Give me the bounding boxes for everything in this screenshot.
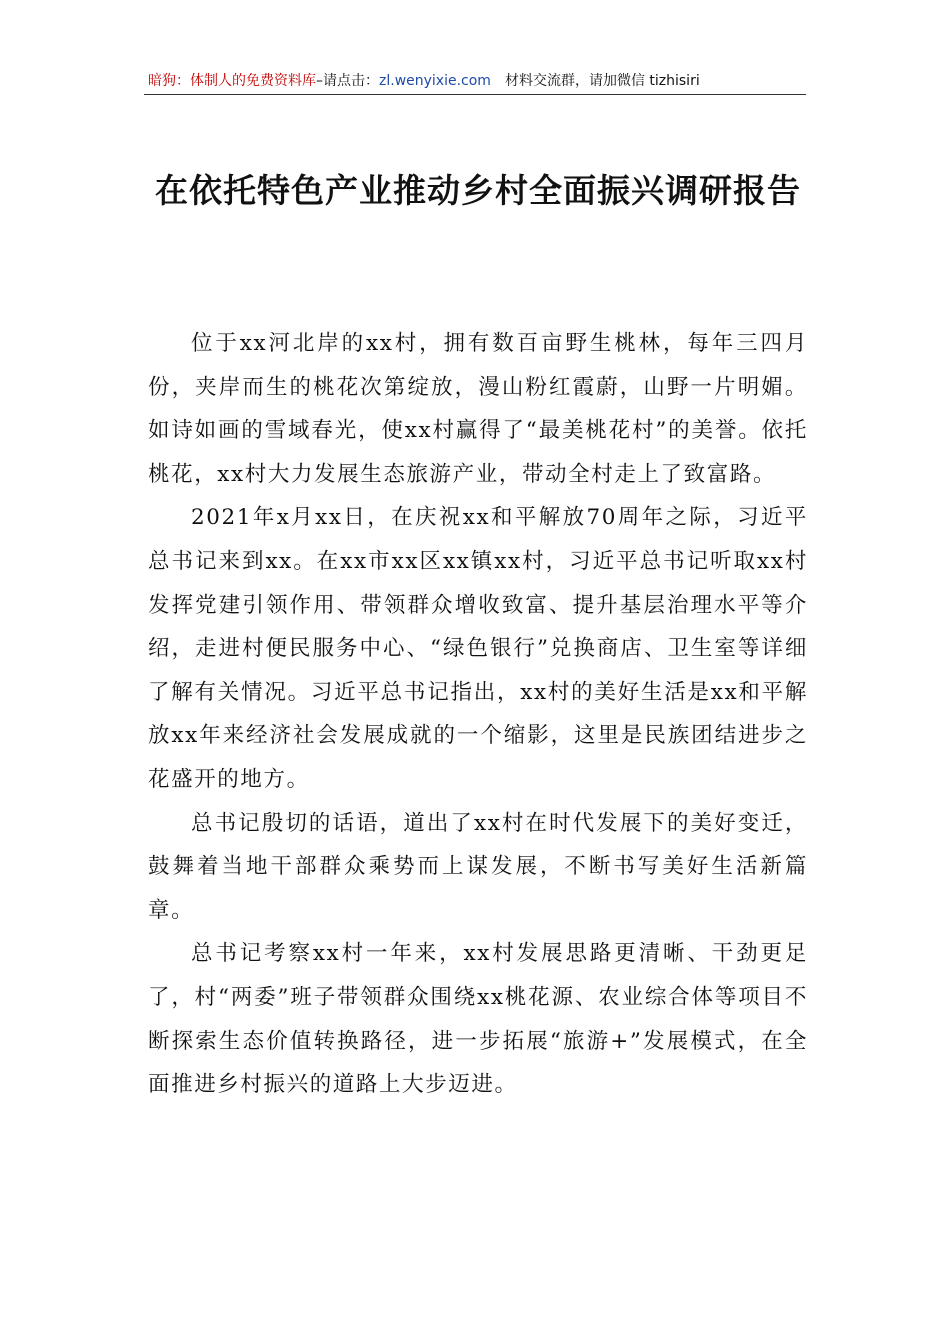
paragraph-3: 总书记殷切的话语，道出了xx村在时代发展下的美好变迁，鼓舞着当地干部群众乘势而上谋发展，不断书写美好生活新篇章。	[148, 810, 808, 923]
header-link[interactable]: zl.wenyixie.com	[379, 73, 491, 89]
paragraph-1: 位于xx河北岸的xx村，拥有数百亩野生桃林，每年三四月份，夹岸而生的桃花次第绽放，漫山粉红霞蔚，山野一片明媚。如诗如画的雪域春光，使xx村赢得了“最美桃花村”的美誉。依托桃花，xx村大力发展生态旅游产业，带动全村走上了致富路。	[148, 331, 808, 487]
header-prompt: –请点击：	[316, 73, 379, 89]
paragraph-2: 2021年x月xx日，在庆祝xx和平解放70周年之际，习近平总书记来到xx。在xx市xx区xx镇xx村，习近平总书记听取xx村发挥党建引领作用、带领群众增收致富、提升基层治理水平等介绍，走进村便民服务中心、“绿色银行”兑换商店、卫生室等详细了解有关情况。习近平总书记指出，xx村的美好生活是xx和平解放xx年来经济社会发展成就的一个缩影，这里是民族团结进步之花盛开的地方。	[148, 505, 808, 792]
header-group-info: 材料交流群，请加微信 tizhisiri	[504, 73, 700, 89]
document-title: 在依托特色产业推动乡村全面振兴调研报告	[155, 171, 801, 210]
page-header	[148, 70, 808, 92]
header-brand[interactable]: 暗狗：体制人的免费资料库	[148, 73, 316, 89]
header-divider	[144, 94, 806, 95]
paragraph-4: 总书记考察xx村一年来，xx村发展思路更清晰、干劲更足了，村“两委”班子带领群众围绕xx桃花源、农业综合体等项目不断探索生态价值转换路径，进一步拓展“旅游+”发展模式，在全面推进乡村振兴的道路上大步迈进。	[148, 941, 808, 1098]
document-body	[148, 322, 808, 1107]
